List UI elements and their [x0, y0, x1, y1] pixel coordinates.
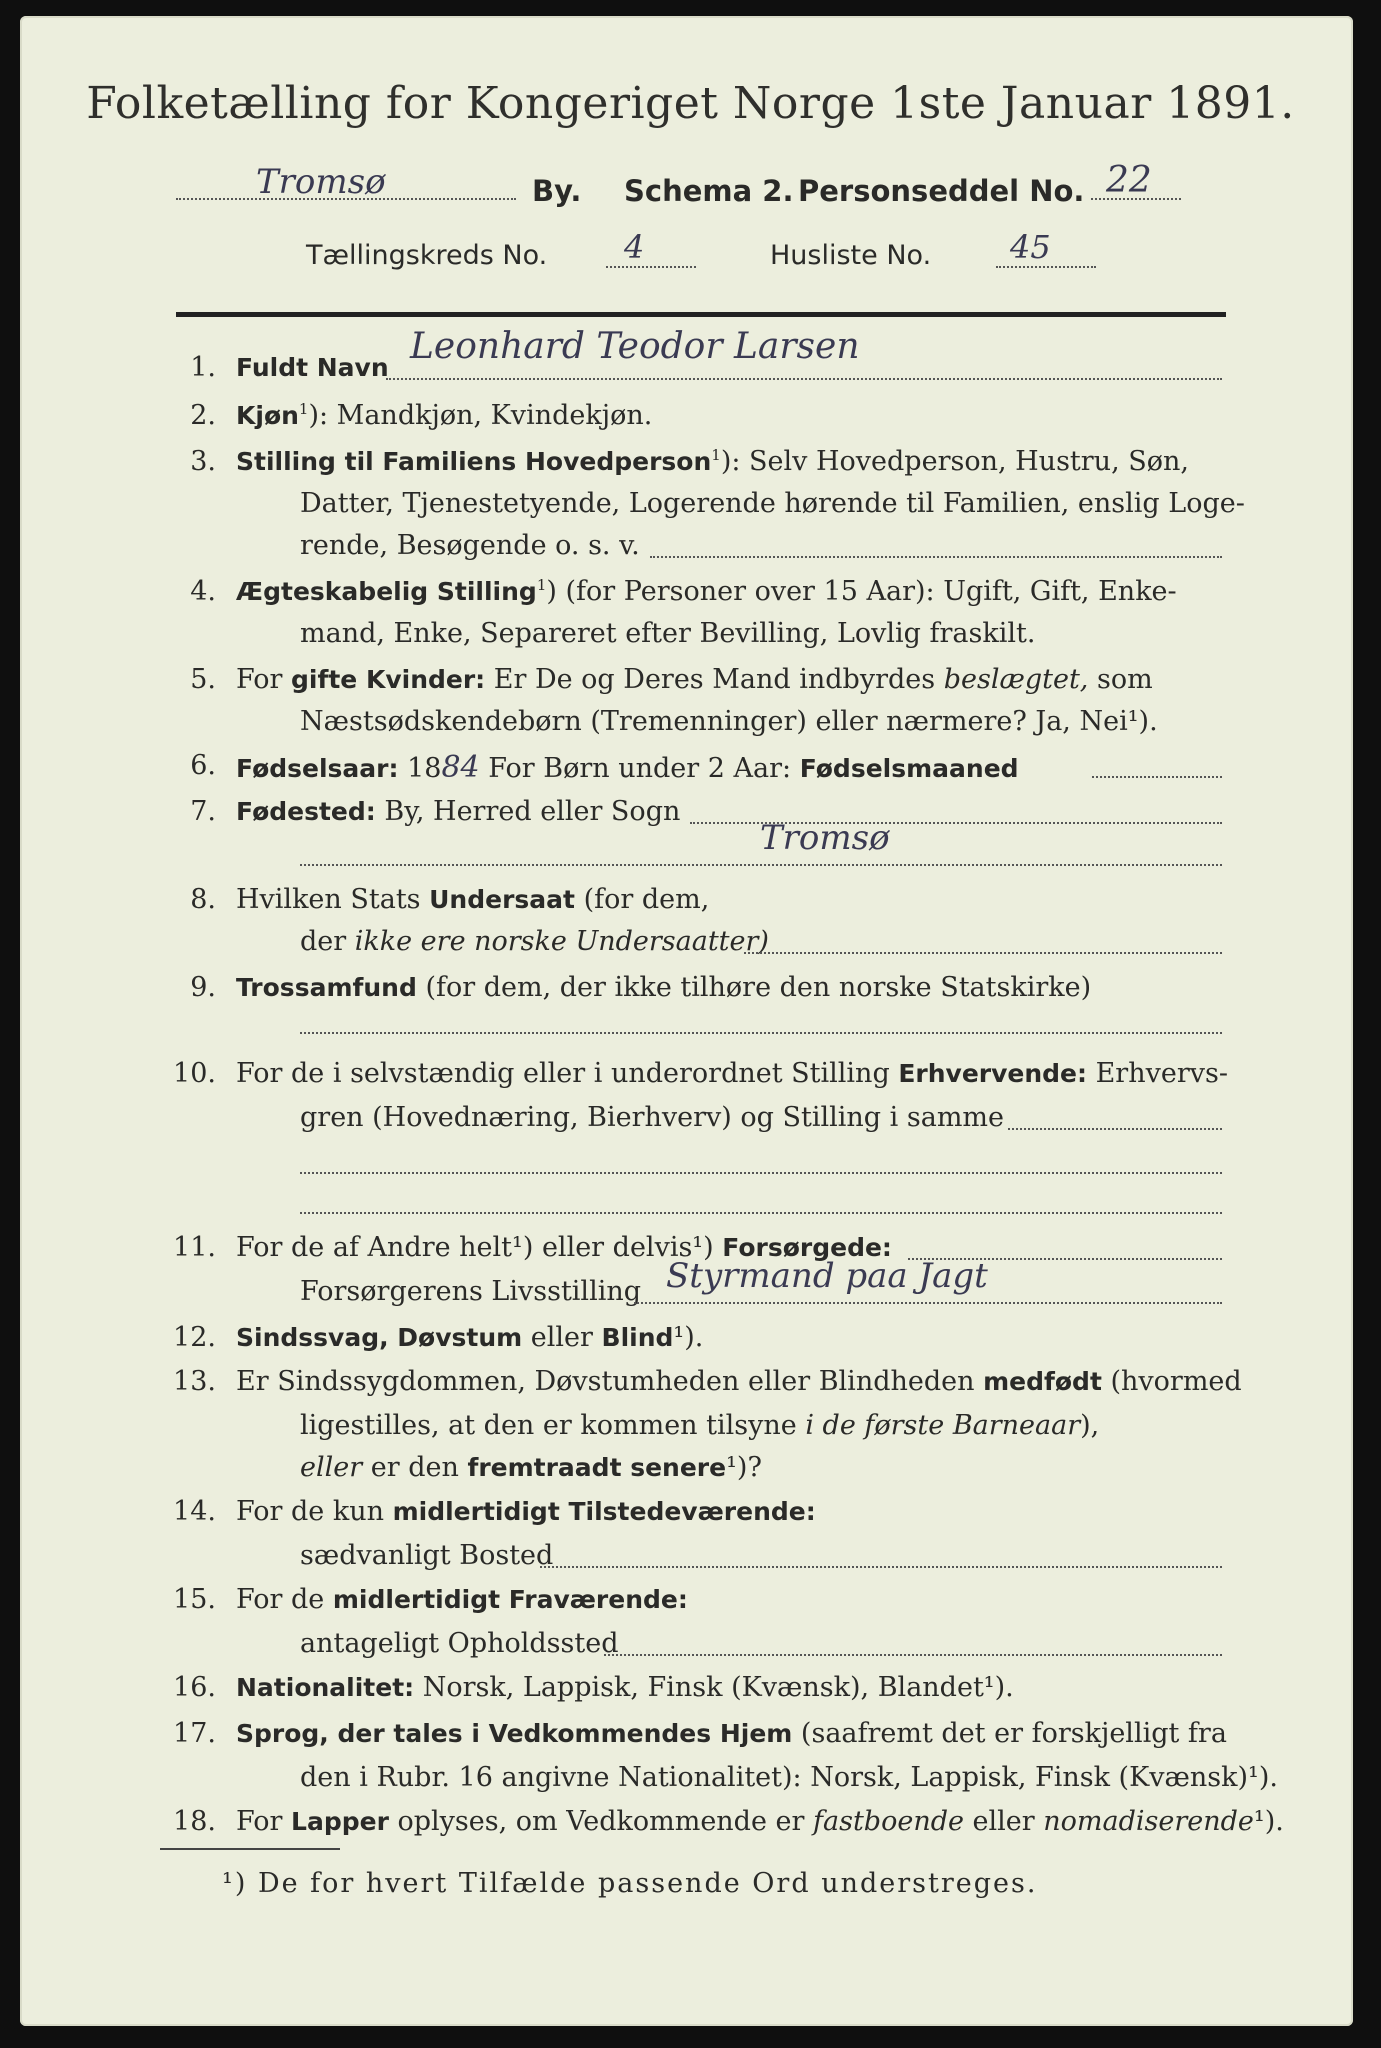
item-number: 17. — [173, 1718, 216, 1749]
item-13: Er Sindssygdommen, Døvstumheden eller Blindheden medfødt (hvormed — [236, 1366, 1242, 1397]
kreds-number: 4 — [624, 228, 645, 266]
header-line-2 — [306, 228, 1106, 276]
footnote: ¹) De for hvert Tilfælde passende Ord understreges. — [222, 1868, 1038, 1899]
item-number: 4. — [190, 576, 216, 607]
item-number: 1. — [190, 352, 216, 383]
item-9: Trossamfund (for dem, der ikke tilhøre den norske Statskirke) — [236, 972, 1092, 1003]
item-18: For Lapper oplyses, om Vedkommende er fastboende eller nomadiserende¹). — [236, 1806, 1284, 1837]
item-number: 13. — [173, 1366, 216, 1397]
item-5: For gifte Kvinder: Er De og Deres Mand indbyrdes beslægtet, som — [236, 664, 1153, 695]
town-handwritten: Tromsø — [256, 162, 386, 202]
schema-label: Schema 2. — [624, 174, 794, 208]
item-3: Stilling til Familiens Hovedperson$^1$): Selv Hovedperson, Hustru, Søn, — [236, 446, 1189, 477]
item-number: 6. — [190, 750, 216, 781]
item-6: Fødselsaar: 1884 For Børn under 2 Aar: Fødselsmaaned — [236, 750, 1019, 785]
item-11: For de af Andre helt¹) eller delvis¹) Forsørgede: — [236, 1232, 892, 1263]
item-number: 18. — [173, 1806, 216, 1837]
item-12: Sindssvag, Døvstum eller Blind¹). — [236, 1322, 704, 1353]
item-17: Sprog, der tales i Vedkommendes Hjem (saafremt det er forskjelligt fra — [236, 1718, 1227, 1749]
item-4: Ægteskabelig Stilling$^1$) (for Personer over 15 Aar): Ugift, Gift, Enke- — [236, 576, 1177, 607]
item-number: 2. — [190, 400, 216, 431]
personseddel-label: Personseddel No. — [798, 174, 1085, 208]
form-title: Folketælling for Kongeriget Norge 1ste Januar 1891. — [86, 78, 1295, 129]
husliste-label: Husliste No. — [770, 240, 932, 271]
by-label: By. — [532, 174, 582, 208]
item-10: For de i selvstændig eller i underordnet Stilling Erhvervende: Erhvervs- — [236, 1058, 1228, 1089]
full-name-handwritten: Leonhard Teodor Larsen — [410, 326, 860, 367]
item-7: Fødested: By, Herred eller Sogn — [236, 796, 681, 827]
item-8: Hvilken Stats Undersaat (for dem, — [236, 884, 710, 915]
personseddel-number: 22 — [1106, 160, 1152, 201]
item-number: 5. — [190, 664, 216, 695]
kreds-label: Tællingskreds No. — [306, 240, 548, 271]
item-number: 12. — [173, 1322, 216, 1353]
item-14: For de kun midlertidigt Tilstedeværende: — [236, 1496, 816, 1527]
husliste-number: 45 — [1010, 228, 1051, 266]
item-number: 3. — [190, 446, 216, 477]
item-number: 7. — [190, 796, 216, 827]
item-number: 11. — [173, 1232, 216, 1263]
item-number: 10. — [173, 1058, 216, 1089]
item-number: 8. — [190, 884, 216, 915]
item-number: 15. — [173, 1584, 216, 1615]
header-line-1 — [176, 160, 1226, 208]
item-number: 9. — [190, 972, 216, 1003]
item-1: Fuldt Navn — [236, 353, 389, 382]
item-15: For de midlertidigt Fraværende: — [236, 1584, 688, 1615]
item-number: 14. — [173, 1496, 216, 1527]
provider-occupation-handwritten: Styrmand paa Jagt — [666, 1256, 988, 1296]
item-2: Kjøn$^1$): Mandkjøn, Kvindekjøn. — [236, 400, 653, 431]
footnote-rule — [160, 1848, 340, 1850]
item-16: Nationalitet: Norsk, Lappisk, Finsk (Kvænsk), Blandet¹). — [236, 1672, 1014, 1703]
item-number: 16. — [173, 1672, 216, 1703]
header-rule — [176, 312, 1226, 317]
birthplace-handwritten: Tromsø — [760, 818, 890, 858]
